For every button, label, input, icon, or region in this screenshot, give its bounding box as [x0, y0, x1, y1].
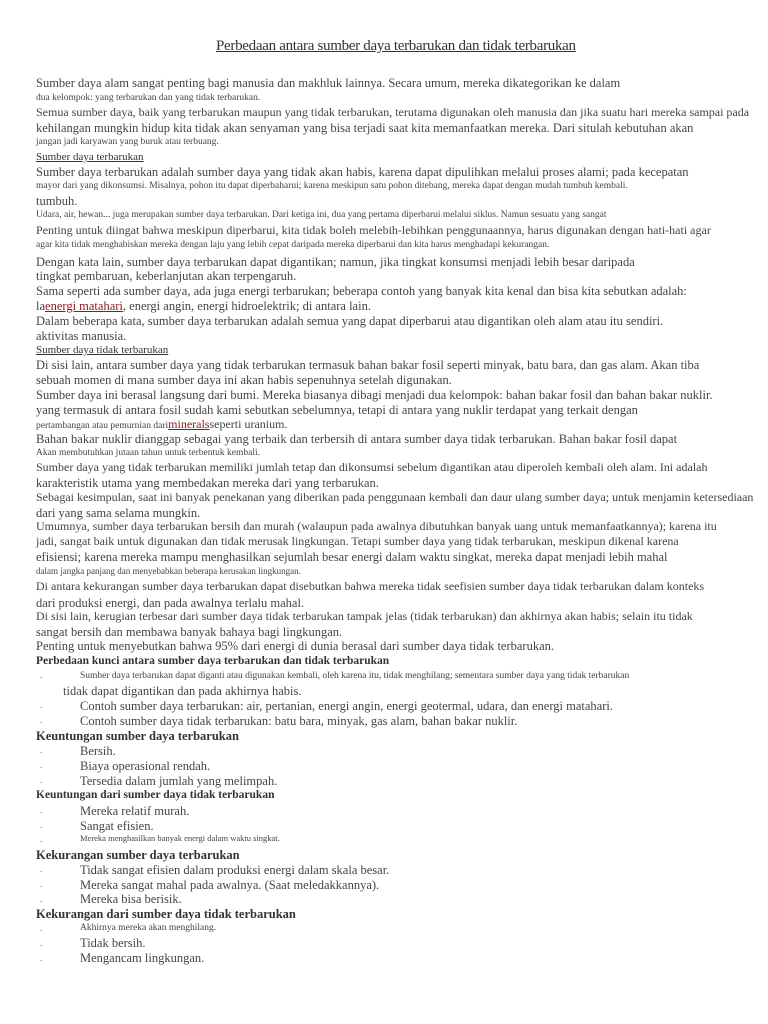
section-heading: Sumber daya terbarukan	[36, 151, 144, 163]
paragraph-line: tingkat pembaruan, keberlanjutan akan terpengaruh.	[36, 269, 297, 283]
paragraph-line: dari yang sama selama mungkin.	[36, 506, 201, 520]
paragraph-line: Di sisi lain, kerugian terbesar dari sumber daya tidak terbarukan tampak jelas (tidak terbarukan) dan akhirnya akan habis; selain itu tidak	[36, 609, 693, 623]
list-item: Akhirnya mereka akan menghilang.	[80, 923, 217, 933]
paragraph-line: Penting untuk menyebutkan bahwa 95% dari energi di dunia berasal dari sumber daya tidak terbarukan.	[36, 639, 555, 653]
text-fragment: pertambangan atau pemurnian dari	[36, 421, 169, 431]
paragraph-line: efisiensi; karena mereka mampu menghasilkan sejumlah besar energi dalam waktu singkat, mereka dapat menjadi lebih mahal	[36, 550, 668, 564]
page-title: Perbedaan antara sumber daya terbarukan dan tidak terbarukan	[216, 38, 576, 54]
bullet-marker: .	[40, 953, 43, 963]
paragraph-line: yang termasuk di antara fosil sudah kami sebutkan sebelumnya, tetapi di antara yang nuklir terdapat yang terkait dengan	[36, 403, 638, 417]
section-heading: Perbedaan kunci antara sumber daya terbarukan dan tidak terbarukan	[36, 655, 390, 667]
paragraph-line: dua kelompok: yang terbarukan dan yang tidak terbarukan.	[36, 93, 261, 103]
list-item: tidak dapat digantikan dan pada akhirnya habis.	[63, 684, 302, 698]
list-item: Contoh sumber daya tidak terbarukan: batu bara, minyak, gas alam, bahan bakar nuklir.	[80, 714, 518, 728]
section-heading: Kekurangan sumber daya terbarukan	[36, 848, 240, 862]
text-fragment: seperti uranium.	[209, 417, 288, 431]
minerals-link[interactable]: minerals	[168, 417, 210, 431]
list-item: Bersih.	[80, 744, 116, 758]
section-heading: Sumber daya tidak terbarukan	[36, 344, 169, 356]
paragraph-line: Akan membutuhkan jutaan tahun untuk terbentuk kembali.	[36, 448, 260, 458]
paragraph-line: Semua sumber daya, baik yang terbarukan maupun yang tidak terbarukan, terutama digunakan oleh manusia dan jika suatu hari mereka sampai pada	[36, 105, 750, 119]
list-item: Mereka bisa berisik.	[80, 892, 182, 906]
paragraph-line: Sumber daya terbarukan adalah sumber daya yang tidak akan habis, karena dapat dipulihkan melalui proses alami; pada kecepatan	[36, 165, 689, 179]
list-item: Contoh sumber daya terbarukan: air, pertanian, energi angin, energi geotermal, udara, dan energi matahari.	[80, 699, 613, 713]
paragraph-line	[36, 299, 371, 313]
section-heading: Keuntungan sumber daya terbarukan	[36, 729, 239, 743]
paragraph-line: Sebagai kesimpulan, saat ini banyak penekanan yang diberikan pada penggunaan kembali dan daur ulang sumber daya; untuk menjamin ketersediaan	[36, 490, 754, 504]
paragraph-line	[36, 418, 287, 432]
bullet-marker: .	[40, 938, 43, 948]
list-item: Mereka sangat mahal pada awalnya. (Saat meledakkannya).	[80, 878, 380, 892]
section-heading: Kekurangan dari sumber daya tidak terbarukan	[36, 907, 296, 921]
paragraph-line: Udara, air, hewan... juga merupakan sumber daya terbarukan. Dari ketiga ini, dua yang pertama diperbarui melalui siklus. Namun sesuatu yang sangat	[36, 210, 607, 220]
paragraph-line: Dalam beberapa kata, sumber daya terbarukan adalah semua yang dapat diperbarui atau digantikan oleh alam atau itu sendiri.	[36, 314, 664, 328]
list-item: Biaya operasional rendah.	[80, 759, 211, 773]
paragraph-line: Sumber daya yang tidak terbarukan memiliki jumlah tetap dan dikonsumsi sebelum digantikan atau diperoleh kembali oleh alam. Ini adalah	[36, 460, 708, 474]
list-item: Mereka menghasilkan banyak energi dalam waktu singkat.	[80, 833, 280, 843]
paragraph-line: mayor dari yang dikonsumsi. Misalnya, pohon itu dapat diperbaharui; karena meskipun satu pohon ditebang, mereka dapat dengan mudah tumbuh kembali.	[36, 181, 628, 191]
text-fragment: la	[36, 299, 46, 313]
bullet-marker: .	[40, 820, 43, 830]
bullet-marker: .	[40, 745, 43, 755]
list-item: Tidak bersih.	[80, 936, 146, 950]
paragraph-line: Dengan kata lain, sumber daya terbarukan dapat digantikan; namun, jika tingkat konsumsi menjadi lebih besar daripada	[36, 255, 635, 269]
paragraph-line: jangan jadi karyawan yang buruk atau terbuang.	[36, 137, 219, 147]
paragraph-line: jadi, sangat baik untuk digunakan dan tidak merusak lingkungan. Tetapi sumber daya yang tidak terbarukan, meskipun dikenal karena	[36, 534, 679, 548]
paragraph-line: sangat bersih dan membawa banyak bahaya bagi lingkungan.	[36, 625, 343, 639]
paragraph-line: Di antara kekurangan sumber daya terbarukan dapat disebutkan bahwa mereka tidak seefisien sumber daya tidak terbarukan dalam konteks	[36, 579, 705, 593]
paragraph-line: Bahan bakar nuklir dianggap sebagai yang terbaik dan terbersih di antara sumber daya tidak terbarukan. Bahan bakar fosil dapat	[36, 432, 678, 446]
paragraph-line: Penting untuk diingat bahwa meskipun diperbarui, kita tidak boleh melebih-lebihkan penggunaannya, harus digunakan dengan hati-hati agar	[36, 223, 711, 237]
paragraph-line: aktivitas manusia.	[36, 329, 127, 343]
paragraph-line: Sumber daya alam sangat penting bagi manusia dan makhluk lainnya. Secara umum, mereka dikategorikan ke dalam	[36, 76, 621, 90]
bullet-marker: .	[40, 760, 43, 770]
bullet-marker: .	[40, 700, 43, 710]
energi-matahari-link[interactable]: energi matahari	[45, 299, 123, 313]
paragraph-line: dalam jangka panjang dan menyebabkan beberapa kerusakan lingkungan.	[36, 566, 301, 576]
bullet-marker: .	[40, 715, 43, 725]
bullet-marker: .	[40, 923, 43, 933]
paragraph-line: Umumnya, sumber daya terbarukan bersih dan murah (walaupun pada awalnya dibutuhkan banyak uang untuk memanfaatkannya); karena itu	[36, 519, 717, 533]
paragraph-line: sebuah momen di mana sumber daya ini akan habis sepenuhnya setelah digunakan.	[36, 373, 452, 387]
list-item: Sumber daya terbarukan dapat diganti atau digunakan kembali, oleh karena itu, tidak menghilang; sementara sumber daya yang tidak terbarukan	[80, 671, 630, 681]
list-item: Mengancam lingkungan.	[80, 951, 205, 965]
text-fragment: , energi angin, energi hidroelektrik; di antara lain.	[122, 299, 371, 313]
list-item: Sangat efisien.	[80, 819, 154, 833]
paragraph-line: karakteristik utama yang membedakan mereka dari yang terbarukan.	[36, 476, 379, 490]
list-item: Tersedia dalam jumlah yang melimpah.	[80, 774, 278, 788]
paragraph-line: dari produksi energi, dan pada awalnya terlalu mahal.	[36, 596, 305, 610]
bullet-marker: .	[40, 775, 43, 785]
section-heading: Keuntungan dari sumber daya tidak terbarukan	[36, 789, 275, 801]
list-item: Mereka relatif murah.	[80, 804, 190, 818]
paragraph-line: Di sisi lain, antara sumber daya yang tidak terbarukan termasuk bahan bakar fosil seperti minyak, batu bara, dan gas alam. Akan tiba	[36, 358, 700, 372]
paragraph-line: Sama seperti ada sumber daya, ada juga energi terbarukan; beberapa contoh yang banyak kita kenal dan bisa kita sebutkan adalah:	[36, 284, 687, 298]
bullet-marker: .	[40, 864, 43, 874]
bullet-marker: .	[40, 894, 43, 904]
bullet-marker: .	[40, 805, 43, 815]
bullet-marker: .	[40, 879, 43, 889]
paragraph-line: kehilangan mungkin hidup kita tidak akan senyaman yang bisa terjadi saat kita memanfaatkan mereka. Dari situlah kebutuhan akan	[36, 121, 694, 135]
paragraph-line: Sumber daya ini berasal langsung dari bumi. Mereka biasanya dibagi menjadi dua kelompok: bahan bakar fosil dan bahan bakar nuklir.	[36, 388, 713, 402]
paragraph-line: tumbuh.	[36, 194, 78, 208]
bullet-marker: .	[40, 834, 43, 844]
paragraph-line: agar kita tidak menghabiskan mereka dengan laju yang lebih cepat daripada mereka diperbarui dan kita harus menghadapi kekurangan.	[36, 240, 550, 250]
bullet-marker: .	[40, 670, 43, 680]
list-item: Tidak sangat efisien dalam produksi energi dalam skala besar.	[80, 863, 390, 877]
